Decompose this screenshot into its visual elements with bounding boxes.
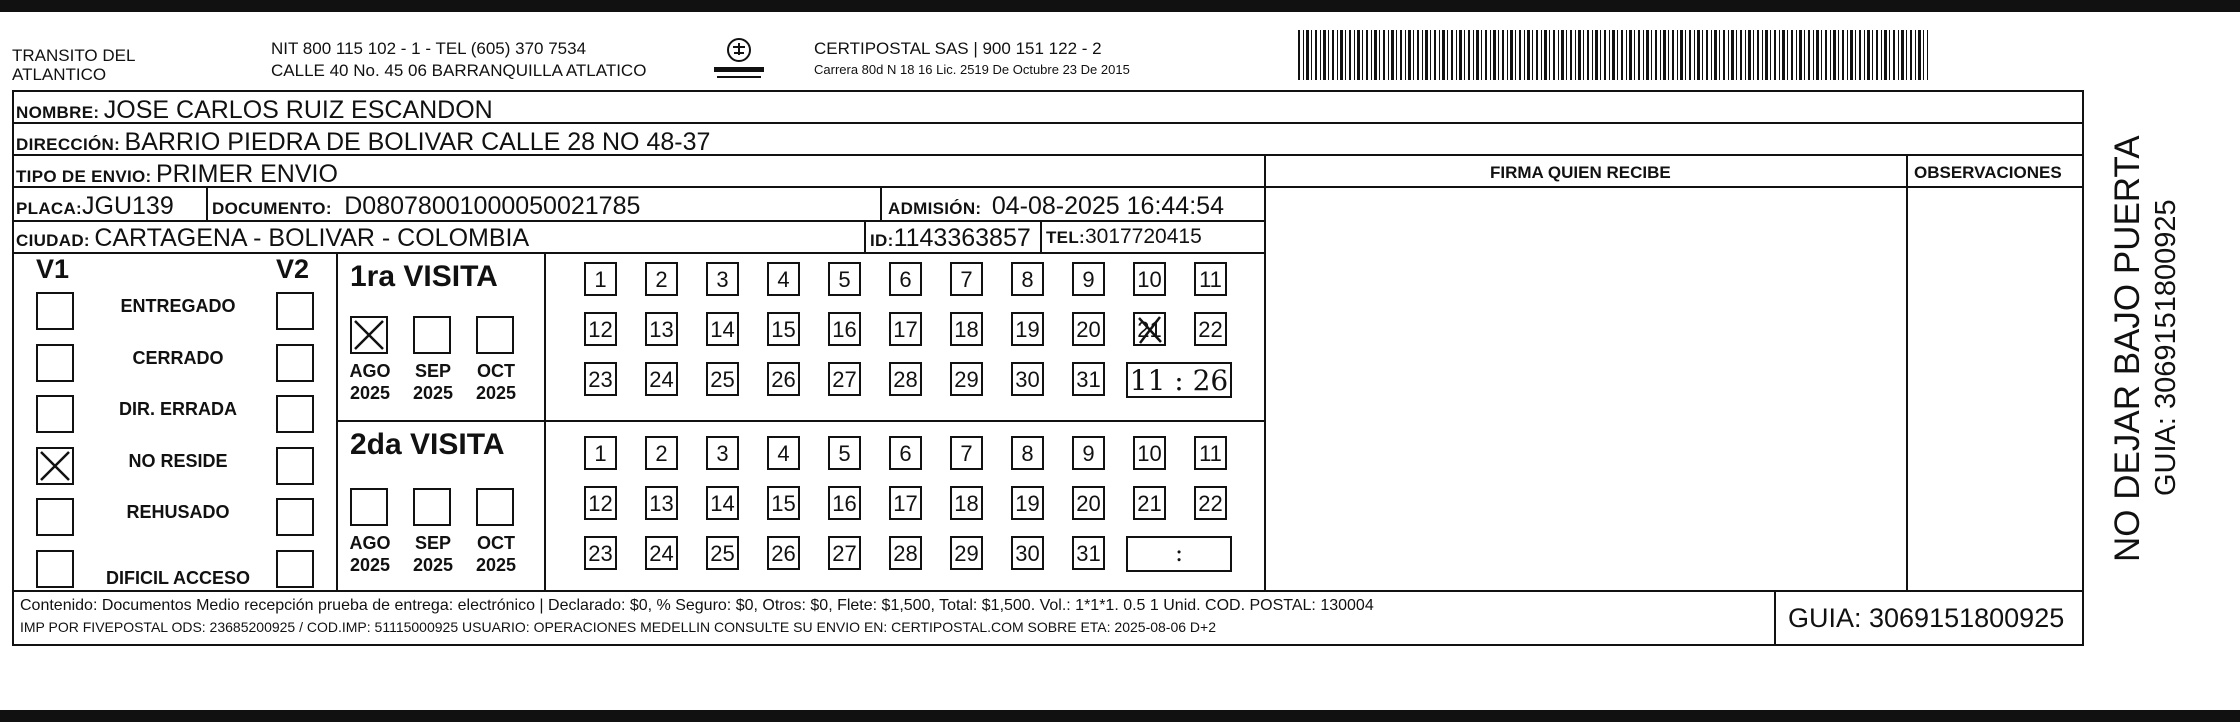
day-box[interactable]: 20: [1072, 486, 1105, 520]
v2-checkbox[interactable]: [276, 395, 314, 433]
month-name: SEP: [414, 361, 452, 381]
status-label: ENTREGADO: [120, 296, 236, 316]
day-box[interactable]: 12: [584, 486, 617, 520]
month-year: 2025: [475, 383, 517, 403]
day-box[interactable]: 16: [828, 312, 861, 346]
month-checkbox[interactable]: [476, 316, 514, 354]
month-checkbox[interactable]: [350, 488, 388, 526]
month-label: [403, 360, 463, 404]
day-box[interactable]: 3: [706, 436, 739, 470]
day-box[interactable]: 21: [1133, 312, 1166, 346]
day-box[interactable]: 17: [889, 312, 922, 346]
company-name: [12, 46, 135, 84]
day-box[interactable]: 24: [645, 362, 678, 396]
admision-value: 04-08-2025 16:44:54: [991, 192, 1224, 220]
day-box[interactable]: 10: [1133, 262, 1166, 296]
day-box[interactable]: 14: [706, 486, 739, 520]
bottom-border: [0, 710, 2240, 722]
day-box[interactable]: 9: [1072, 262, 1105, 296]
day-box[interactable]: 22: [1194, 312, 1227, 346]
firma-header: FIRMA QUIEN RECIBE: [1490, 163, 1671, 182]
certipostal-logo: [709, 35, 769, 87]
id-label: ID:: [870, 231, 894, 250]
courier-license: Carrera 80d N 18 16 Lic. 2519 De Octubre 23 De 2015: [814, 62, 1130, 77]
month-checkbox[interactable]: [476, 488, 514, 526]
ciudad-label: CIUDAD:: [16, 231, 90, 250]
day-box[interactable]: 6: [889, 436, 922, 470]
observaciones-header: OBSERVACIONES: [1914, 163, 2062, 182]
v2-checkbox[interactable]: [276, 447, 314, 485]
v2-checkbox[interactable]: [276, 498, 314, 536]
v1-checkbox[interactable]: [36, 344, 74, 382]
admision-label: ADMISIÓN:: [888, 199, 982, 218]
day-box[interactable]: 14: [706, 312, 739, 346]
courier-line: CERTIPOSTAL SAS | 900 151 122 - 2: [814, 39, 1102, 58]
placa-label: PLACA:: [16, 199, 83, 218]
month-checkbox[interactable]: [350, 316, 388, 354]
nombre-label: NOMBRE:: [16, 103, 100, 122]
day-box[interactable]: 26: [767, 362, 800, 396]
v1-checkbox[interactable]: [36, 550, 74, 588]
day-box[interactable]: 18: [950, 312, 983, 346]
day-box[interactable]: 2: [645, 262, 678, 296]
day-box[interactable]: 13: [645, 486, 678, 520]
month-name: SEP: [414, 533, 452, 553]
tel-label: TEL:: [1046, 228, 1085, 247]
day-box[interactable]: 8: [1011, 262, 1044, 296]
day-box[interactable]: 23: [584, 536, 617, 570]
day-box[interactable]: 5: [828, 262, 861, 296]
no-dejar-notice: NO DEJAR BAJO PUERTA: [2108, 135, 2147, 562]
day-box[interactable]: 20: [1072, 312, 1105, 346]
day-box[interactable]: 15: [767, 486, 800, 520]
day-box[interactable]: 27: [828, 536, 861, 570]
status-label: DIR. ERRADA: [118, 399, 237, 419]
second-visit-title: 2da VISITA: [350, 428, 505, 461]
day-box[interactable]: 10: [1133, 436, 1166, 470]
day-box[interactable]: 26: [767, 536, 800, 570]
v2-header: V2: [276, 254, 310, 284]
v1-checkbox[interactable]: [36, 395, 74, 433]
day-box[interactable]: 13: [645, 312, 678, 346]
placa-value: JGU139: [82, 192, 174, 220]
nit-line: NIT 800 115 102 - 1 - TEL (605) 370 7534: [271, 39, 587, 58]
status-label: DIFICIL ACCESO: [105, 567, 250, 588]
direccion-label: DIRECCIÓN:: [16, 135, 121, 154]
ciudad-value: CARTAGENA - BOLIVAR - COLOMBIA: [94, 224, 530, 252]
day-box[interactable]: 4: [767, 262, 800, 296]
x-mark-icon: [38, 449, 72, 483]
month-year: 2025: [475, 555, 517, 575]
day-box[interactable]: 28: [889, 362, 922, 396]
day-box[interactable]: 23: [584, 362, 617, 396]
day-box[interactable]: 19: [1011, 312, 1044, 346]
address-line: CALLE 40 No. 45 06 BARRANQUILLA ATLATICO: [271, 61, 647, 80]
day-box[interactable]: 30: [1011, 536, 1044, 570]
v1-checkbox[interactable]: [36, 498, 74, 536]
month-year: 2025: [349, 555, 391, 575]
day-box[interactable]: 3: [706, 262, 739, 296]
time-box[interactable]: [1126, 362, 1232, 398]
side-guia: GUIA: 3069151800925: [2150, 199, 2182, 496]
barcode-image: [1298, 30, 1928, 80]
footer-imp: IMP POR FIVEPOSTAL ODS: 23685200925 / COD.IMP: 51115000925 USUARIO: OPERACIONES MEDELLIN CONSULTE SU ENVIO EN: CERTIPOSTAL.COM SOBRE ETA: 2025-08-06 D+2: [20, 619, 1217, 635]
v1-header: V1: [36, 254, 70, 284]
v2-checkbox[interactable]: [276, 292, 314, 330]
day-box[interactable]: 2: [645, 436, 678, 470]
day-mark-icon: [1133, 312, 1166, 346]
v2-checkbox[interactable]: [276, 344, 314, 382]
day-box[interactable]: 24: [645, 536, 678, 570]
month-year: 2025: [349, 383, 391, 403]
day-box[interactable]: 11: [1194, 262, 1227, 296]
time-value: 11 : 26: [1129, 364, 1229, 397]
month-year: 2025: [412, 383, 454, 403]
time-value: :: [1174, 539, 1184, 567]
documento-value: D08078001000050021785: [344, 192, 641, 220]
first-visit-title: 1ra VISITA: [350, 260, 498, 293]
month-name: AGO: [349, 361, 391, 381]
company-name-line2: ATLANTICO: [12, 65, 107, 84]
v2-checkbox[interactable]: [276, 550, 314, 588]
v1-checkbox[interactable]: [36, 447, 74, 485]
day-box[interactable]: 25: [706, 536, 739, 570]
day-box[interactable]: 1: [584, 262, 617, 296]
documento-label: DOCUMENTO:: [212, 199, 332, 218]
day-box[interactable]: 19: [1011, 486, 1044, 520]
day-box[interactable]: 6: [889, 262, 922, 296]
x-mark-icon: [352, 318, 386, 352]
month-checkbox[interactable]: [413, 316, 451, 354]
footer-guia: GUIA: 3069151800925: [1788, 603, 2065, 633]
status-label: REHUSADO: [126, 502, 230, 522]
tipo-envio-value: PRIMER ENVIO: [155, 160, 338, 188]
day-box[interactable]: 5: [828, 436, 861, 470]
day-box[interactable]: 21: [1133, 486, 1166, 520]
id-value: 1143363857: [893, 224, 1031, 252]
tipo-envio-label: TIPO DE ENVIO:: [16, 167, 152, 186]
day-box[interactable]: 28: [889, 536, 922, 570]
day-box[interactable]: 31: [1072, 536, 1105, 570]
top-border: [0, 0, 2240, 12]
day-box[interactable]: 8: [1011, 436, 1044, 470]
day-box[interactable]: 25: [706, 362, 739, 396]
month-label: [466, 532, 526, 576]
month-label: [403, 532, 463, 576]
month-name: OCT: [477, 533, 515, 553]
day-box[interactable]: 16: [828, 486, 861, 520]
month-label: [340, 360, 400, 404]
time-box[interactable]: [1126, 536, 1232, 572]
day-box[interactable]: 4: [767, 436, 800, 470]
month-checkbox[interactable]: [413, 488, 451, 526]
day-box[interactable]: 30: [1011, 362, 1044, 396]
status-label: NO RESIDE: [128, 450, 228, 471]
day-box[interactable]: 29: [950, 536, 983, 570]
day-box[interactable]: 29: [950, 362, 983, 396]
footer-contenido: Contenido: Documentos Medio recepción prueba de entrega: electrónico | Declarado: $0, % Seguro: $0, Otros: $0, Flete: $1,500, Total: $1,500. Vol.: 1*1*1. 0.5 1 Unid. COD. POSTAL: 130004: [20, 597, 1374, 614]
day-box[interactable]: 27: [828, 362, 861, 396]
nombre-value: JOSE CARLOS RUIZ ESCANDON: [103, 96, 493, 124]
day-box[interactable]: 18: [950, 486, 983, 520]
day-box[interactable]: 22: [1194, 486, 1227, 520]
day-box[interactable]: 12: [584, 312, 617, 346]
day-box[interactable]: 31: [1072, 362, 1105, 396]
month-name: OCT: [477, 361, 515, 381]
day-box[interactable]: 1: [584, 436, 617, 470]
status-label: CERRADO: [132, 347, 224, 368]
month-name: AGO: [349, 533, 391, 553]
v1-checkbox[interactable]: [36, 292, 74, 330]
direccion-value: BARRIO PIEDRA DE BOLIVAR CALLE 28 NO 48-37: [124, 128, 711, 156]
month-label: [340, 532, 400, 576]
day-box[interactable]: 9: [1072, 436, 1105, 470]
day-box[interactable]: 7: [950, 436, 983, 470]
month-year: 2025: [412, 555, 454, 575]
day-box[interactable]: 17: [889, 486, 922, 520]
tel-value: 3017720415: [1084, 225, 1202, 248]
day-box[interactable]: 15: [767, 312, 800, 346]
day-box[interactable]: 11: [1194, 436, 1227, 470]
month-label: [466, 360, 526, 404]
logo-caption: [709, 68, 769, 69]
day-box[interactable]: 7: [950, 262, 983, 296]
company-name-line1: TRANSITO DEL: [12, 46, 136, 65]
